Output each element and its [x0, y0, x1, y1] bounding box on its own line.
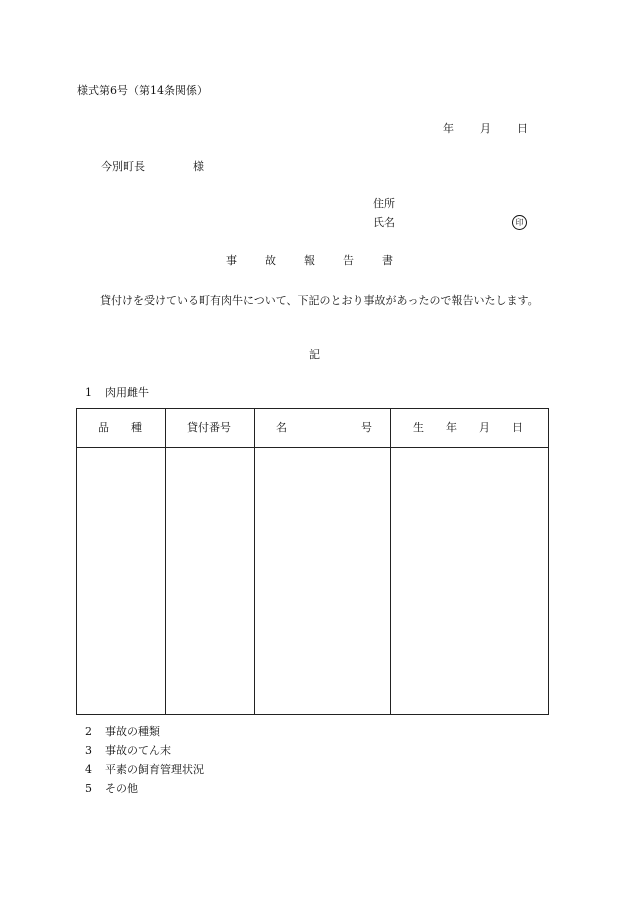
section-4: [85, 763, 204, 777]
header-breed-char: 種: [131, 421, 142, 434]
header-breed: [98, 421, 142, 435]
table-column-divider: [254, 409, 255, 714]
title-char: 故: [265, 254, 276, 267]
header-name-char: 号: [361, 421, 372, 434]
section-5: [85, 782, 138, 796]
header-birth-date: [413, 421, 523, 435]
section-number: 3: [85, 744, 92, 757]
header-name-number: [276, 421, 372, 435]
header-loan-number: 貸付番号: [187, 421, 231, 434]
header-birth-char: 生: [413, 421, 424, 434]
form-number: 様式第6号（第14条関係）: [77, 84, 208, 97]
section-label: 事故の種類: [105, 725, 160, 738]
title-char: 報: [304, 254, 315, 267]
table-header-divider: [77, 447, 548, 448]
section-number: 2: [85, 725, 92, 738]
header-birth-char: 月: [479, 421, 490, 434]
body-text: 貸付けを受けている町有肉牛について、下記のとおり事故があったので報告いたします。: [100, 294, 539, 307]
addressee: [101, 160, 204, 174]
name-label: 氏名: [373, 216, 395, 229]
title-char: 告: [343, 254, 354, 267]
header-birth-char: 年: [446, 421, 457, 434]
header-birth-char: 日: [512, 421, 523, 434]
section-label: その他: [105, 782, 138, 795]
section-1: [85, 386, 149, 400]
table-column-divider: [390, 409, 391, 714]
date-line: [443, 122, 528, 136]
header-breed-char: 品: [98, 421, 109, 434]
date-day: 日: [517, 122, 528, 135]
title-char: 事: [226, 254, 237, 267]
address-label: 住所: [373, 197, 395, 210]
section-number: 1: [85, 386, 92, 399]
addressee-name: 今別町長: [101, 160, 145, 173]
section-label: 肉用雌牛: [105, 386, 149, 399]
section-3: [85, 744, 171, 758]
date-month: 月: [480, 122, 491, 135]
table-column-divider: [165, 409, 166, 714]
section-label: 平素の飼育管理状況: [105, 763, 204, 776]
section-number: 5: [85, 782, 92, 795]
section-2: [85, 725, 160, 739]
header-name-char: 名: [276, 421, 287, 434]
document-title: [226, 254, 421, 268]
addressee-honorific: 様: [193, 160, 204, 173]
section-number: 4: [85, 763, 92, 776]
date-year: 年: [443, 122, 454, 135]
title-char: 書: [382, 254, 393, 267]
ki-heading: 記: [309, 348, 320, 361]
cattle-table: [76, 408, 549, 715]
seal-mark: 印: [512, 215, 527, 230]
section-label: 事故のてん末: [105, 744, 171, 757]
